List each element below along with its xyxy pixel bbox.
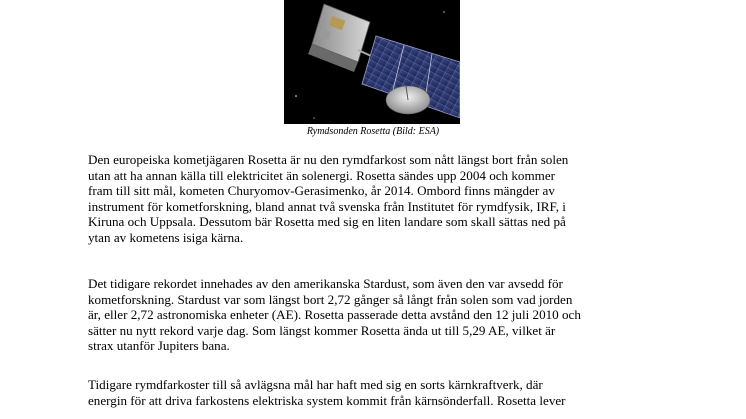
rosetta-illustration xyxy=(284,0,460,124)
figure-caption: Rymdsonden Rosetta (Bild: ESA) xyxy=(306,126,440,137)
text-line: är, eller 2,72 astronomiska enheter (AE). Rosetta passerade detta avstånd den 12 juli 2010 och xyxy=(88,307,581,322)
text-line: kometforskning. Stardust var som längst bort 2,72 gånger så långt från solen som vad jorden xyxy=(88,291,573,307)
text-line: utan att ha annan källa till elektricitet än solenergi. Rosetta sändes upp 2004 och kommer xyxy=(88,167,556,183)
text-line: instrument för kometforskning, bland annat två svenska från Institutet för rymdfysik, IRF, i xyxy=(88,198,566,214)
text-line: Den europeiska kometjägaren Rosetta är nu den rymdfarkost som nått längst bort från solen xyxy=(88,152,569,167)
text-line: strax utanför Jupiters bana. xyxy=(88,338,230,353)
text-line: fram till sitt mål, kometen Churyomov-Gerasimenko, år 2014. Ombord finns mängder av xyxy=(88,183,555,198)
text-line: sätter nu nytt rekord varje dag. Som längst kommer Rosetta ända ut till 5,29 AE, vilket är xyxy=(88,322,556,338)
text-line: Det tidigare rekordet innehades av den amerikanska Stardust, som även den var avsedd för xyxy=(88,276,563,291)
text-line: ytan av kometens isiga kärna. xyxy=(88,229,244,245)
paragraph-rosetta-record xyxy=(88,152,688,245)
text-line: Tidigare rymdfarkoster till så avlägsna mål har haft med sig en sorts kärnkraftverk, där xyxy=(88,377,543,392)
rosetta-spacecraft-image xyxy=(284,0,460,124)
paragraph-nuclear-power xyxy=(88,377,688,408)
paragraph-stardust-record xyxy=(88,276,688,354)
text-line: energin för att driva farkostens elektriska system kommit från kärnsönderfall. Rosetta lever xyxy=(88,392,566,408)
text-line: Kiruna och Uppsala. Dessutom bär Rosetta med sig en liten landare som skall sättas ned på xyxy=(88,214,566,229)
